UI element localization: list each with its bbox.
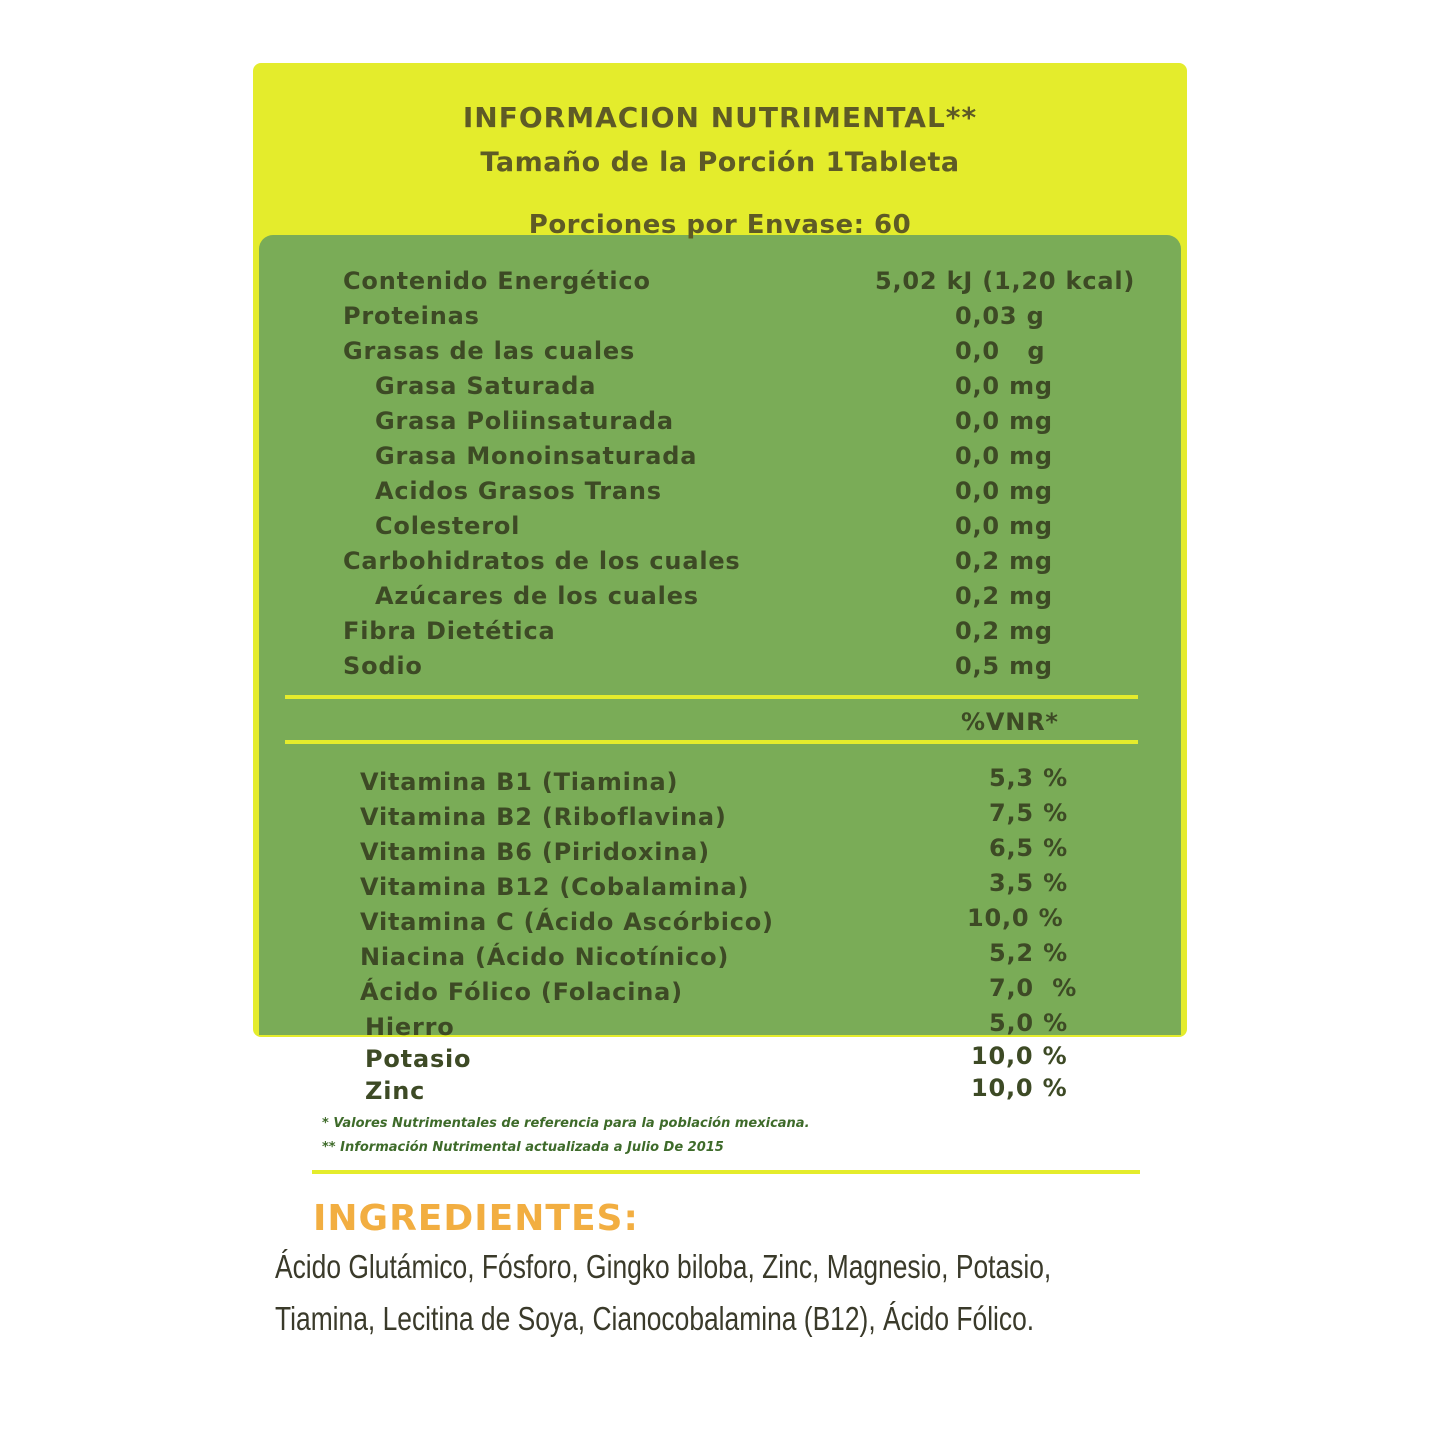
vitamin-name-niacin: Niacina (Ácido Nicotínico) [360, 943, 730, 971]
nutrient-value-fat: 0,0 g [955, 337, 1046, 365]
nutrient-value-sodium: 0,5 mg [955, 652, 1053, 680]
vitamin-value-b1: 5,3 % [989, 764, 1068, 792]
vitamin-value-b6: 6,5 % [989, 834, 1068, 862]
separator-line [312, 1170, 1140, 1174]
vitamin-name-b1: Vitamina B1 (Tiamina) [360, 768, 679, 796]
nutrient-value-fiber: 0,2 mg [955, 617, 1053, 645]
footnote-vnr: * Valores Nutrimentales de referencia para la población mexicana. [322, 1116, 810, 1131]
separator-line [285, 695, 1138, 699]
vitamin-value-folic: 7,0 % [989, 974, 1078, 1002]
separator-line [285, 740, 1138, 744]
ingredients-title: INGREDIENTES: [313, 1198, 639, 1239]
mineral-value-potassium: 10,0 % [971, 1042, 1068, 1070]
vitamin-name-c: Vitamina C (Ácido Ascórbico) [360, 908, 774, 936]
vitamin-value-c: 10,0 % [967, 904, 1064, 932]
nutrient-value-sugars: 0,2 mg [955, 582, 1053, 610]
vnr-header: %VNR* [961, 708, 1059, 736]
nutrition-label [253, 63, 1187, 1105]
nutrient-value-carbohydrates: 0,2 mg [955, 547, 1053, 575]
nutrient-name-sodium: Sodio [343, 652, 423, 680]
mineral-value-zinc: 10,0 % [971, 1074, 1068, 1102]
vitamin-name-folic: Ácido Fólico (Folacina) [360, 978, 683, 1006]
nutrient-name-fiber: Fibra Dietética [343, 617, 556, 645]
vitamin-value-b2: 7,5 % [989, 799, 1068, 827]
serving-size: Tamaño de la Porción 1Tableta [480, 147, 960, 178]
footnote-updated: ** Información Nutrimental actualizada a Julio De 2015 [322, 1140, 724, 1155]
nutrient-name-trans: Acidos Grasos Trans [375, 477, 662, 505]
nutrient-value-trans: 0,0 mg [955, 477, 1053, 505]
nutrient-value-cholesterol: 0,0 mg [955, 512, 1053, 540]
nutrient-name-monounsaturated: Grasa Monoinsaturada [375, 442, 698, 470]
vitamin-value-niacin: 5,2 % [989, 939, 1068, 967]
nutrient-name-sugars: Azúcares de los cuales [375, 582, 699, 610]
mineral-name-zinc: Zinc [365, 1077, 426, 1105]
nutrient-name-energy: Contenido Energético [343, 267, 651, 295]
nutrient-name-protein: Proteinas [343, 302, 480, 330]
servings-per-container: Porciones por Envase: 60 [528, 210, 912, 240]
vitamin-name-b2: Vitamina B2 (Riboflavina) [360, 803, 727, 831]
vitamin-name-b6: Vitamina B6 (Piridoxina) [360, 838, 710, 866]
mineral-name-potassium: Potasio [365, 1045, 472, 1073]
nutrient-name-carbohydrates: Carbohidratos de los cuales [343, 547, 741, 575]
nutrient-value-monounsaturated: 0,0 mg [955, 442, 1053, 470]
vitamin-name-b12: Vitamina B12 (Cobalamina) [360, 873, 750, 901]
nutrient-value-energy: 5,02 kJ (1,20 kcal) [875, 267, 1136, 295]
ingredients-line-1: Ácido Glutámico, Fósforo, Gingko biloba, Zinc, Magnesio, Potasio, [275, 1248, 1052, 1285]
nutrient-name-fat: Grasas de las cuales [343, 337, 636, 365]
nutrient-value-polyunsaturated: 0,0 mg [955, 407, 1053, 435]
ingredients-line-2: Tiamina, Lecitina de Soya, Cianocobalamina (B12), Ácido Fólico. [275, 1300, 1035, 1337]
nutrient-name-saturated: Grasa Saturada [375, 372, 597, 400]
mineral-value-iron: 5,0 % [989, 1009, 1068, 1037]
nutrient-value-protein: 0,03 g [955, 302, 1045, 330]
label-title: INFORMACION NUTRIMENTAL** [462, 101, 978, 134]
nutrient-name-polyunsaturated: Grasa Poliinsaturada [375, 407, 674, 435]
vitamin-value-b12: 3,5 % [989, 869, 1068, 897]
nutrient-name-cholesterol: Colesterol [375, 512, 521, 540]
mineral-name-iron: Hierro [365, 1013, 455, 1041]
nutrient-value-saturated: 0,0 mg [955, 372, 1053, 400]
